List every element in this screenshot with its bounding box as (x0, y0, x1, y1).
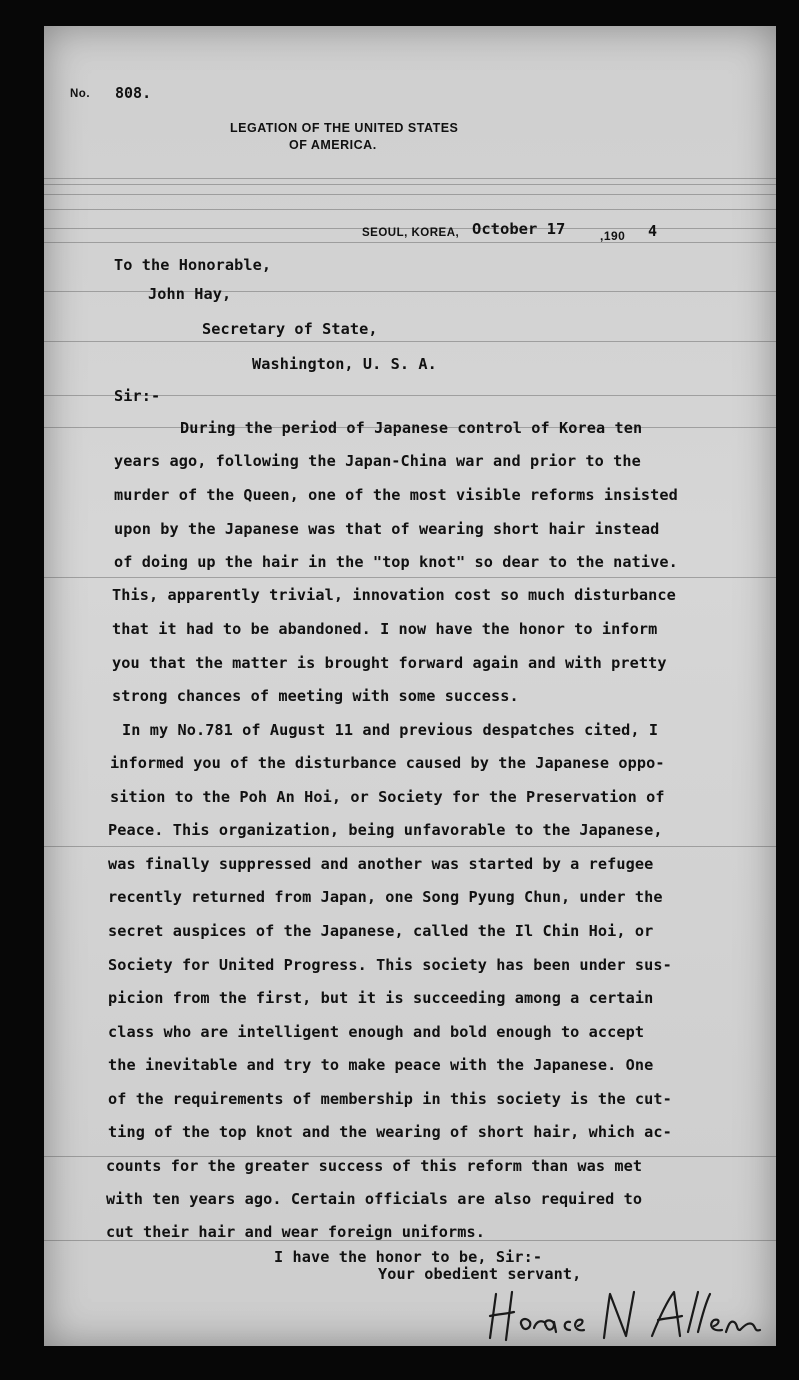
body-line: In my No.781 of August 11 and previous despatches cited, I (122, 721, 659, 739)
body-line: upon by the Japanese was that of wearing short hair instead (114, 520, 660, 538)
letter-sheet (44, 26, 776, 1346)
rule-line (44, 184, 776, 185)
body-line: the inevitable and try to make peace with the Japanese. One (108, 1056, 654, 1074)
legation-title-line2: OF AMERICA. (289, 138, 377, 152)
body-line: ting of the top knot and the wearing of short hair, which ac- (108, 1123, 672, 1141)
body-line: class who are intelligent enough and bold enough to accept (108, 1023, 645, 1041)
address-line-3: Secretary of State, (202, 320, 378, 338)
body-line: cut their hair and wear foreign uniforms. (106, 1223, 485, 1241)
address-line-2: John Hay, (148, 285, 232, 303)
address-line-4: Washington, U. S. A. (252, 355, 437, 373)
body-line: with ten years ago. Certain officials are also required to (106, 1190, 643, 1208)
body-line: murder of the Queen, one of the most visible reforms insisted (114, 486, 678, 504)
year-prefix: ,190 (600, 229, 626, 243)
rule-line (44, 577, 776, 578)
body-line: you that the matter is brought forward again and with pretty (112, 654, 667, 672)
body-line: of doing up the hair in the "top knot" so dear to the native. (114, 553, 678, 571)
body-line: recently returned from Japan, one Song Pyung Chun, under the (108, 888, 663, 906)
rule-line (44, 194, 776, 195)
legation-title-line1: LEGATION OF THE UNITED STATES (230, 121, 459, 135)
salutation: Sir:- (114, 387, 161, 405)
body-line: that it had to be abandoned. I now have the honor to inform (112, 620, 658, 638)
letter-date: October 17 (472, 220, 566, 238)
closing-line-1: I have the honor to be, Sir:- (274, 1248, 543, 1266)
body-line: picion from the first, but it is succeeding among a certain (108, 989, 654, 1007)
year-suffix: 4 (648, 222, 658, 240)
rule-line (44, 846, 776, 847)
body-line: sition to the Poh An Hoi, or Society for the Preservation of (110, 788, 665, 806)
handwritten-signature (484, 1286, 774, 1346)
body-line: counts for the greater success of this reform than was met (106, 1157, 643, 1175)
address-line-1: To the Honorable, (114, 256, 272, 274)
number-label: No. (70, 88, 91, 100)
body-line: During the period of Japanese control of Korea ten (180, 419, 643, 437)
body-line: strong chances of meeting with some success. (112, 687, 519, 705)
place-label: SEOUL, KOREA, (362, 227, 460, 239)
body-line: years ago, following the Japan-China war and prior to the (114, 452, 641, 470)
body-line: of the requirements of membership in this society is the cut- (108, 1090, 672, 1108)
rule-line (44, 242, 776, 243)
despatch-number: 808. (115, 84, 152, 102)
body-line: informed you of the disturbance caused by the Japanese oppo- (110, 754, 665, 772)
rule-line (44, 178, 776, 179)
body-line: was finally suppressed and another was started by a refugee (108, 855, 654, 873)
closing-line-2: Your obedient servant, (378, 1265, 582, 1283)
rule-line (44, 209, 776, 210)
body-line: Society for United Progress. This society has been under sus- (108, 956, 672, 974)
rule-line (44, 341, 776, 342)
body-line: secret auspices of the Japanese, called the Il Chin Hoi, or (108, 922, 654, 940)
body-line: This, apparently trivial, innovation cost so much disturbance (112, 586, 676, 604)
body-line: Peace. This organization, being unfavorable to the Japanese, (108, 821, 663, 839)
